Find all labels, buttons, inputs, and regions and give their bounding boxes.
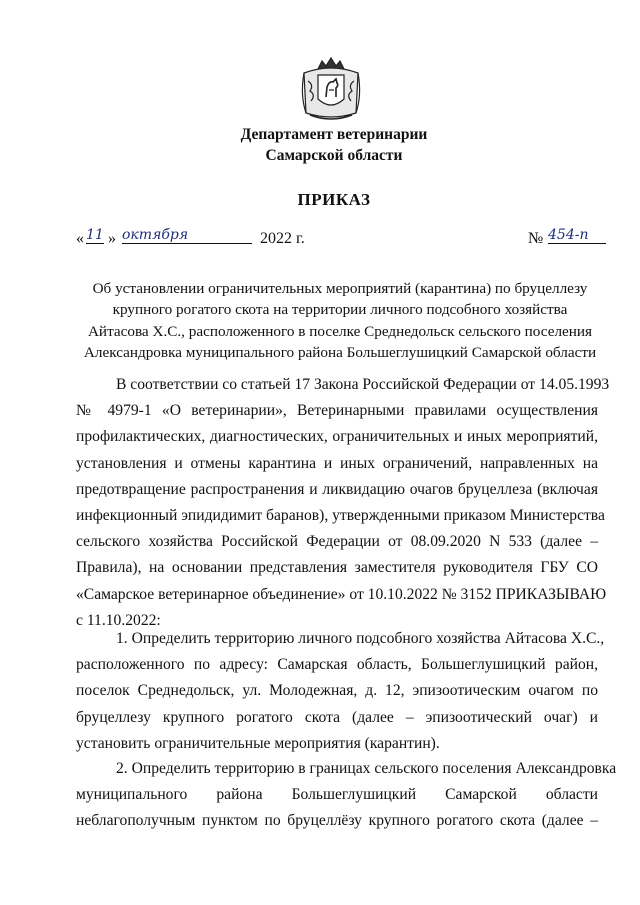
item-2-paragraph xyxy=(76,756,617,835)
text-line: с 11.10.2022: xyxy=(76,611,161,629)
text-line: муниципального района Большеглушицкий Самарской области xyxy=(76,786,598,804)
text-line: сельского хозяйства Российской Федерации от 08.09.2020 N 533 (далее – xyxy=(76,533,598,551)
text-line: профилактических, диагностических, ограничительных и иных мероприятий, xyxy=(76,428,598,446)
text-line: 1. Определить территорию личного подсобного хозяйства Айтасова Х.С., xyxy=(116,630,605,647)
text-line: установить ограничительные мероприятия (карантин). xyxy=(76,734,440,752)
department-region: Самарской области xyxy=(265,147,403,164)
department-name: Департамент ветеринарии xyxy=(240,126,428,143)
subject-line: Айтасова Х.С., расположенного в поселке Среднедольск сельского поселения xyxy=(87,322,593,340)
preamble-paragraph xyxy=(76,372,610,634)
date-day: 11 xyxy=(86,227,104,243)
text-line: неблагополучным пунктом по бруцеллёзу крупного рогатого скота (далее – xyxy=(76,812,598,830)
order-subject xyxy=(60,278,620,363)
order-number: 454-п xyxy=(548,227,606,244)
text-line: 2. Определить территорию в границах сельского поселения Александровка xyxy=(116,760,617,777)
text-line: поселок Среднедольск, ул. Молодежная, д. 12, эпизоотическим очагом по xyxy=(76,682,598,700)
text-line: бруцеллезу крупного рогатого скота (далее – эпизоотический очаг) и xyxy=(76,708,598,726)
date-month: октября xyxy=(122,227,252,244)
date-open-quote: « xyxy=(76,230,84,247)
coat-of-arms-icon xyxy=(296,55,366,123)
subject-line: Об установлении ограничительных мероприятий (карантина) по бруцеллезу xyxy=(92,280,588,297)
date-year: 2022 г. xyxy=(260,230,305,247)
text-line: «Самарское ветеринарное объединение» от 10.10.2022 № 3152 ПРИКАЗЫВАЮ xyxy=(76,585,607,603)
subject-line: Александровка муниципального района Большеглушицкий Самарской области xyxy=(83,343,597,361)
text-line: В соответствии со статьей 17 Закона Российской Федерации от 14.05.1993 xyxy=(116,376,610,393)
text-line: Правила), на основании представления заместителя руководителя ГБУ СО xyxy=(76,559,598,577)
item-1-paragraph xyxy=(76,626,605,757)
date-close-quote: » xyxy=(108,230,116,247)
text-line: предотвращение распространения и ликвидацию очагов бруцеллеза (включая xyxy=(76,480,598,498)
text-line: инфекционный эпидидимит баранов), утвержденными приказом Министерства xyxy=(76,506,605,524)
text-line: № 4979-1 «О ветеринарии», Ветеринарными правилами осуществления xyxy=(76,402,598,420)
text-line: установления и отмены карантина и иных ограничений, направленных на xyxy=(76,454,598,472)
order-number-label: № xyxy=(528,230,544,247)
text-line: расположенного по адресу: Самарская область, Большеглушицкий район, xyxy=(76,656,598,674)
document-type-title: ПРИКАЗ xyxy=(297,190,371,209)
subject-line: крупного рогатого скота на территории личного подсобного хозяйства xyxy=(112,301,568,319)
